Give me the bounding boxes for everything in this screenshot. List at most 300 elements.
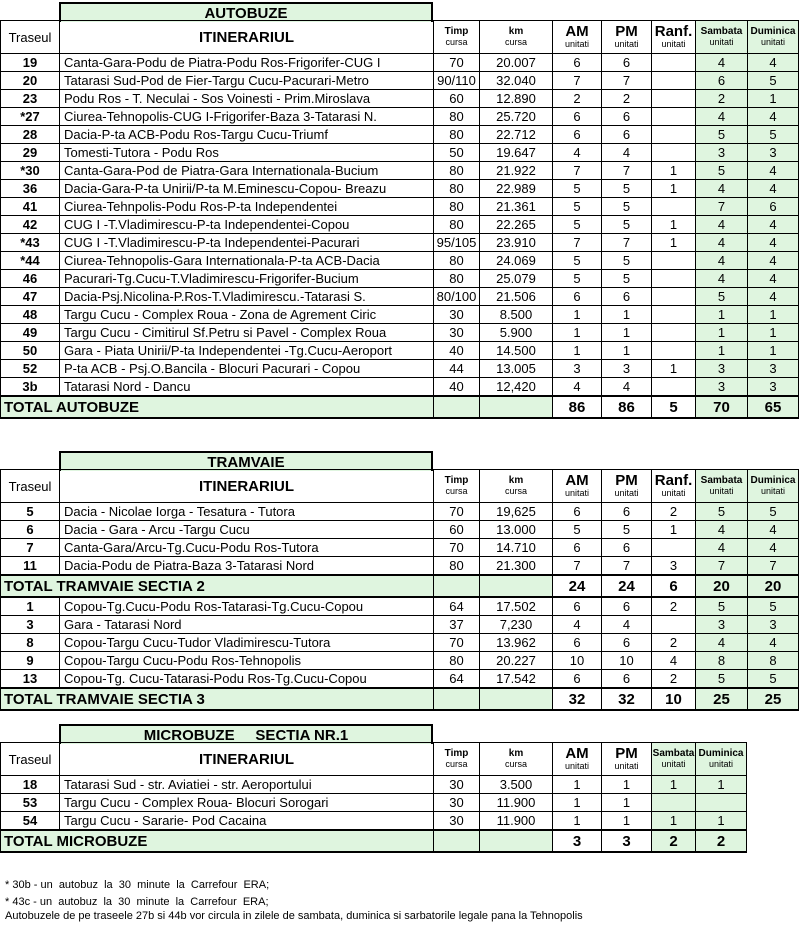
sunday-units: 4 bbox=[748, 252, 799, 270]
table-row bbox=[1, 539, 799, 557]
itinerary: Canta-Gara/Arcu-Tg.Cucu-Podu Ros-Tutora bbox=[60, 539, 434, 557]
km: 25.720 bbox=[480, 108, 553, 126]
total-sambata: 2 bbox=[652, 830, 696, 852]
sunday-units: 5 bbox=[748, 597, 799, 616]
km: 22.712 bbox=[480, 126, 553, 144]
header-timp-text: cursa bbox=[445, 486, 468, 496]
table-row bbox=[1, 54, 799, 72]
saturday-units: 4 bbox=[696, 54, 748, 72]
header-sambata bbox=[696, 470, 748, 503]
km: 21.922 bbox=[480, 162, 553, 180]
route-number: 3 bbox=[1, 616, 60, 634]
pm-units: 1 bbox=[602, 342, 652, 360]
header-duminica-text: unitati bbox=[708, 759, 734, 769]
route-number: 50 bbox=[1, 342, 60, 360]
km: 7,230 bbox=[480, 616, 553, 634]
sunday-units: 4 bbox=[748, 216, 799, 234]
saturday-units: 4 bbox=[696, 539, 748, 557]
itinerary: Ciurea-Tehnpolis-Podu Ros-P-ta Independentei bbox=[60, 198, 434, 216]
km: 13.000 bbox=[480, 521, 553, 539]
route-number: 29 bbox=[1, 144, 60, 162]
microbuze-table bbox=[0, 742, 747, 853]
trip-time: 90/110 bbox=[434, 72, 480, 90]
route-number: 18 bbox=[1, 776, 60, 794]
am-units: 5 bbox=[553, 198, 602, 216]
trip-time: 80 bbox=[434, 270, 480, 288]
table-row bbox=[1, 306, 799, 324]
sunday-units: 1 bbox=[748, 342, 799, 360]
am-units: 10 bbox=[553, 652, 602, 670]
route-number: 11 bbox=[1, 557, 60, 576]
header-am-text: AM bbox=[565, 23, 589, 40]
header-sambata-text: Sambata bbox=[700, 26, 743, 37]
am-units: 6 bbox=[553, 126, 602, 144]
am-units: 4 bbox=[553, 144, 602, 162]
note-weekend: Autobuzele de pe traseele 27b si 44b vor circula in zilele de sambata, duminica si sarbatorile legale pana la Tehnopolis bbox=[5, 910, 583, 922]
route-number: 1 bbox=[1, 597, 60, 616]
itinerary: Targu Cucu - Complex Roua - Zona de Agrement Ciric bbox=[60, 306, 434, 324]
am-units: 4 bbox=[553, 616, 602, 634]
saturday-units: 5 bbox=[696, 126, 748, 144]
trip-time: 70 bbox=[434, 634, 480, 652]
pm-units: 5 bbox=[602, 270, 652, 288]
sunday-units: 4 bbox=[748, 180, 799, 198]
header-ranf bbox=[652, 470, 696, 503]
table-row bbox=[1, 270, 799, 288]
km: 13.005 bbox=[480, 360, 553, 378]
itinerary: CUG I -T.Vladimirescu-P-ta Independentei-Pacurari bbox=[60, 234, 434, 252]
itinerary: Dacia-Psj.Nicolina-P.Ros-T.Vladimirescu.-Tatarasi S. bbox=[60, 288, 434, 306]
header-ranf-text: Ranf. bbox=[654, 472, 693, 489]
header-traseul: Traseul bbox=[1, 470, 60, 503]
header-pm-text: PM bbox=[615, 745, 638, 762]
saturday-units: 1 bbox=[652, 776, 696, 794]
am-units: 4 bbox=[553, 378, 602, 397]
ranf-units: 1 bbox=[652, 234, 696, 252]
route-number: 3b bbox=[1, 378, 60, 397]
saturday-units: 6 bbox=[696, 72, 748, 90]
header-duminica bbox=[696, 743, 747, 776]
total-duminica: 65 bbox=[748, 396, 799, 418]
total-duminica: 25 bbox=[748, 688, 799, 710]
saturday-units: 4 bbox=[696, 521, 748, 539]
itinerary: Dacia-P-ta ACB-Podu Ros-Targu Cucu-Triumf bbox=[60, 126, 434, 144]
total-blank bbox=[480, 688, 553, 710]
ranf-units bbox=[652, 342, 696, 360]
am-units: 5 bbox=[553, 180, 602, 198]
trip-time: 60 bbox=[434, 90, 480, 108]
header-km-text: cursa bbox=[504, 759, 527, 769]
route-number: 54 bbox=[1, 812, 60, 831]
route-number: 46 bbox=[1, 270, 60, 288]
trip-time: 30 bbox=[434, 324, 480, 342]
km: 19.647 bbox=[480, 144, 553, 162]
table-row bbox=[1, 521, 799, 539]
route-number: 8 bbox=[1, 634, 60, 652]
route-number: *30 bbox=[1, 162, 60, 180]
header-km-text: km bbox=[508, 475, 524, 486]
autobuze-table bbox=[0, 20, 799, 419]
table-row bbox=[1, 198, 799, 216]
trip-time: 70 bbox=[434, 54, 480, 72]
sunday-units bbox=[696, 794, 747, 812]
km: 21.300 bbox=[480, 557, 553, 576]
am-units: 2 bbox=[553, 90, 602, 108]
itinerary: Dacia-Gara-P-ta Unirii/P-ta M.Eminescu-Copou- Breazu bbox=[60, 180, 434, 198]
km: 23.910 bbox=[480, 234, 553, 252]
am-units: 6 bbox=[553, 539, 602, 557]
trip-time: 37 bbox=[434, 616, 480, 634]
km: 17.542 bbox=[480, 670, 553, 689]
km: 14.500 bbox=[480, 342, 553, 360]
header-timp bbox=[434, 470, 480, 503]
header-am-text: unitati bbox=[564, 761, 590, 771]
total-label: TOTAL AUTOBUZE bbox=[1, 396, 434, 418]
header-pm-text: unitati bbox=[614, 488, 639, 498]
route-number: 41 bbox=[1, 198, 60, 216]
total-pm: 32 bbox=[602, 688, 652, 710]
table-row bbox=[1, 378, 799, 397]
header-km bbox=[480, 743, 553, 776]
header-pm-text: unitati bbox=[614, 761, 639, 771]
pm-units: 5 bbox=[602, 521, 652, 539]
am-units: 1 bbox=[553, 794, 602, 812]
pm-units: 6 bbox=[602, 670, 652, 689]
trip-time: 30 bbox=[434, 776, 480, 794]
table-row bbox=[1, 812, 747, 831]
km: 3.500 bbox=[480, 776, 553, 794]
header-itinerariul bbox=[60, 470, 434, 503]
trip-time: 64 bbox=[434, 670, 480, 689]
route-number: 53 bbox=[1, 794, 60, 812]
header-ranf-text: unitati bbox=[661, 488, 686, 498]
am-units: 3 bbox=[553, 360, 602, 378]
ranf-units: 2 bbox=[652, 670, 696, 689]
ranf-units: 3 bbox=[652, 557, 696, 576]
ranf-units bbox=[652, 72, 696, 90]
itinerary: Targu Cucu - Cimitirul Sf.Petru si Pavel - Complex Roua bbox=[60, 324, 434, 342]
header-ranf bbox=[652, 21, 696, 54]
km: 11.900 bbox=[480, 794, 553, 812]
itinerary: Targu Cucu - Sararie- Pod Cacaina bbox=[60, 812, 434, 831]
header-itinerariul-text: ITINERARIUL bbox=[199, 28, 294, 46]
pm-units: 1 bbox=[602, 812, 652, 831]
table-row bbox=[1, 108, 799, 126]
ranf-units: 4 bbox=[652, 652, 696, 670]
microbuze-title: MICROBUZE SECTIA NR.1 bbox=[59, 724, 433, 744]
itinerary: Gara - Tatarasi Nord bbox=[60, 616, 434, 634]
saturday-units: 4 bbox=[696, 634, 748, 652]
am-units: 7 bbox=[553, 234, 602, 252]
trip-time: 80 bbox=[434, 108, 480, 126]
header-am-text: AM bbox=[565, 472, 589, 489]
total-sambata: 20 bbox=[696, 575, 748, 597]
pm-units: 6 bbox=[602, 539, 652, 557]
header-timp bbox=[434, 743, 480, 776]
itinerary: Dacia - Gara - Arcu -Targu Cucu bbox=[60, 521, 434, 539]
total-am: 24 bbox=[553, 575, 602, 597]
sunday-units: 3 bbox=[748, 378, 799, 397]
km: 5.900 bbox=[480, 324, 553, 342]
pm-units: 6 bbox=[602, 634, 652, 652]
trip-time: 80 bbox=[434, 162, 480, 180]
pm-units: 6 bbox=[602, 54, 652, 72]
pm-units: 1 bbox=[602, 794, 652, 812]
trip-time: 95/105 bbox=[434, 234, 480, 252]
header-sambata-text: Sambata bbox=[652, 748, 695, 759]
route-number: *27 bbox=[1, 108, 60, 126]
table-row bbox=[1, 144, 799, 162]
saturday-units: 4 bbox=[696, 108, 748, 126]
table-row bbox=[1, 234, 799, 252]
am-units: 6 bbox=[553, 670, 602, 689]
pm-units: 1 bbox=[602, 776, 652, 794]
itinerary: Tatarasi Nord - Dancu bbox=[60, 378, 434, 397]
ranf-units: 2 bbox=[652, 597, 696, 616]
table-row bbox=[1, 90, 799, 108]
header-sambata bbox=[696, 21, 748, 54]
ranf-units bbox=[652, 198, 696, 216]
trip-time: 80 bbox=[434, 198, 480, 216]
sunday-units: 4 bbox=[748, 54, 799, 72]
route-number: 20 bbox=[1, 72, 60, 90]
trip-time: 30 bbox=[434, 812, 480, 831]
route-number: 28 bbox=[1, 126, 60, 144]
header-sambata-text: unitati bbox=[709, 37, 734, 47]
trip-time: 70 bbox=[434, 503, 480, 521]
total-label: TOTAL TRAMVAIE SECTIA 3 bbox=[1, 688, 434, 710]
total-row bbox=[1, 575, 799, 597]
sunday-units: 6 bbox=[748, 198, 799, 216]
header-sambata-text: unitati bbox=[709, 486, 734, 496]
total-pm: 3 bbox=[602, 830, 652, 852]
trip-time: 50 bbox=[434, 144, 480, 162]
itinerary: Canta-Gara-Pod de Piatra-Gara Internationala-Bucium bbox=[60, 162, 434, 180]
ranf-units bbox=[652, 324, 696, 342]
header-sambata-text: Sambata bbox=[700, 475, 743, 486]
total-pm: 86 bbox=[602, 396, 652, 418]
saturday-units: 1 bbox=[652, 812, 696, 831]
sunday-units: 4 bbox=[748, 270, 799, 288]
ranf-units bbox=[652, 306, 696, 324]
sunday-units: 4 bbox=[748, 521, 799, 539]
km: 22.989 bbox=[480, 180, 553, 198]
pm-units: 7 bbox=[602, 234, 652, 252]
itinerary: CUG I -T.Vladimirescu-P-ta Independentei-Copou bbox=[60, 216, 434, 234]
pm-units: 6 bbox=[602, 126, 652, 144]
header-timp-text: Timp bbox=[444, 26, 469, 37]
header-am bbox=[553, 743, 602, 776]
pm-units: 7 bbox=[602, 162, 652, 180]
header-timp-text: Timp bbox=[444, 475, 469, 486]
header-km-text: km bbox=[508, 748, 524, 759]
header-am-text: unitati bbox=[564, 39, 590, 49]
am-units: 5 bbox=[553, 216, 602, 234]
am-units: 6 bbox=[553, 503, 602, 521]
sunday-units: 5 bbox=[748, 503, 799, 521]
header-row bbox=[1, 470, 799, 503]
header-timp-text: cursa bbox=[445, 759, 468, 769]
header-itinerariul bbox=[60, 21, 434, 54]
table-row bbox=[1, 288, 799, 306]
total-row bbox=[1, 396, 799, 418]
am-units: 6 bbox=[553, 54, 602, 72]
itinerary: Tomesti-Tutora - Podu Ros bbox=[60, 144, 434, 162]
table-row bbox=[1, 72, 799, 90]
total-sambata: 25 bbox=[696, 688, 748, 710]
total-blank bbox=[480, 396, 553, 418]
header-pm bbox=[602, 743, 652, 776]
trip-time: 30 bbox=[434, 306, 480, 324]
itinerary: Copou-Tg. Cucu-Tatarasi-Podu Ros-Tg.Cucu-Copou bbox=[60, 670, 434, 689]
saturday-units: 3 bbox=[696, 144, 748, 162]
am-units: 7 bbox=[553, 557, 602, 576]
trip-time: 80 bbox=[434, 652, 480, 670]
header-ranf-text: unitati bbox=[661, 39, 686, 49]
note-43c: * 43c - un autobuz la 30 minute la Carrefour ERA; bbox=[5, 896, 269, 908]
route-number: 52 bbox=[1, 360, 60, 378]
header-km bbox=[480, 470, 553, 503]
saturday-units: 5 bbox=[696, 162, 748, 180]
table-row bbox=[1, 557, 799, 576]
km: 8.500 bbox=[480, 306, 553, 324]
ranf-units: 1 bbox=[652, 180, 696, 198]
itinerary: Dacia - Nicolae Iorga - Tesatura - Tutora bbox=[60, 503, 434, 521]
total-label: TOTAL TRAMVAIE SECTIA 2 bbox=[1, 575, 434, 597]
ranf-units bbox=[652, 270, 696, 288]
ranf-units bbox=[652, 252, 696, 270]
pm-units: 6 bbox=[602, 288, 652, 306]
trip-time: 80 bbox=[434, 557, 480, 576]
route-number: 19 bbox=[1, 54, 60, 72]
sunday-units: 4 bbox=[748, 288, 799, 306]
sunday-units: 1 bbox=[748, 324, 799, 342]
total-blank bbox=[434, 575, 480, 597]
total-blank bbox=[480, 830, 553, 852]
header-duminica-text: Duminica bbox=[750, 26, 796, 37]
table-row bbox=[1, 360, 799, 378]
itinerary: Canta-Gara-Podu de Piatra-Podu Ros-Frigorifer-CUG I bbox=[60, 54, 434, 72]
sunday-units: 8 bbox=[748, 652, 799, 670]
sunday-units: 1 bbox=[696, 812, 747, 831]
saturday-units: 1 bbox=[696, 306, 748, 324]
header-itinerariul-text: ITINERARIUL bbox=[199, 750, 294, 768]
trip-time: 80 bbox=[434, 216, 480, 234]
route-number: 9 bbox=[1, 652, 60, 670]
table-row bbox=[1, 634, 799, 652]
km: 14.710 bbox=[480, 539, 553, 557]
saturday-units: 4 bbox=[696, 234, 748, 252]
header-itinerariul-text: ITINERARIUL bbox=[199, 477, 294, 495]
table-row bbox=[1, 162, 799, 180]
table-row bbox=[1, 794, 747, 812]
itinerary: Copou-Targu Cucu-Podu Ros-Tehnopolis bbox=[60, 652, 434, 670]
km: 24.069 bbox=[480, 252, 553, 270]
trip-time: 80 bbox=[434, 126, 480, 144]
header-timp-text: Timp bbox=[444, 748, 469, 759]
km: 11.900 bbox=[480, 812, 553, 831]
ranf-units: 1 bbox=[652, 360, 696, 378]
trip-time: 60 bbox=[434, 521, 480, 539]
am-units: 5 bbox=[553, 521, 602, 539]
itinerary: Copou-Tg.Cucu-Podu Ros-Tatarasi-Tg.Cucu-Copou bbox=[60, 597, 434, 616]
ranf-units bbox=[652, 378, 696, 397]
itinerary: Tatarasi Sud - str. Aviatiei - str. Aeroportului bbox=[60, 776, 434, 794]
total-sambata: 70 bbox=[696, 396, 748, 418]
route-number: *44 bbox=[1, 252, 60, 270]
sunday-units: 3 bbox=[748, 360, 799, 378]
sunday-units: 5 bbox=[748, 126, 799, 144]
pm-units: 5 bbox=[602, 252, 652, 270]
trip-time: 70 bbox=[434, 539, 480, 557]
ranf-units: 2 bbox=[652, 503, 696, 521]
footnotes bbox=[5, 878, 583, 923]
am-units: 1 bbox=[553, 306, 602, 324]
header-duminica-text: unitati bbox=[760, 37, 786, 47]
total-pm: 24 bbox=[602, 575, 652, 597]
tramvaie-table bbox=[0, 469, 799, 711]
table-row bbox=[1, 126, 799, 144]
header-row bbox=[1, 743, 747, 776]
header-pm-text: PM bbox=[615, 472, 638, 489]
trip-time: 40 bbox=[434, 342, 480, 360]
sunday-units: 5 bbox=[748, 72, 799, 90]
pm-units: 1 bbox=[602, 324, 652, 342]
table-row bbox=[1, 342, 799, 360]
km: 12.890 bbox=[480, 90, 553, 108]
note-30b: * 30b - un autobuz la 30 minute la Carrefour ERA; bbox=[5, 879, 270, 891]
total-am: 3 bbox=[553, 830, 602, 852]
route-number: 13 bbox=[1, 670, 60, 689]
sunday-units: 3 bbox=[748, 616, 799, 634]
am-units: 1 bbox=[553, 812, 602, 831]
pm-units: 2 bbox=[602, 90, 652, 108]
header-itinerariul bbox=[60, 743, 434, 776]
header-km bbox=[480, 21, 553, 54]
pm-units: 6 bbox=[602, 108, 652, 126]
header-row bbox=[1, 21, 799, 54]
table-row bbox=[1, 324, 799, 342]
saturday-units: 8 bbox=[696, 652, 748, 670]
table-row bbox=[1, 616, 799, 634]
total-row bbox=[1, 830, 747, 852]
saturday-units: 3 bbox=[696, 360, 748, 378]
itinerary: Pacurari-Tg.Cucu-T.Vladimirescu-Frigorifer-Bucium bbox=[60, 270, 434, 288]
sunday-units: 4 bbox=[748, 539, 799, 557]
total-duminica: 20 bbox=[748, 575, 799, 597]
header-sambata bbox=[652, 743, 696, 776]
table-row bbox=[1, 670, 799, 689]
km: 21.361 bbox=[480, 198, 553, 216]
saturday-units: 1 bbox=[696, 342, 748, 360]
pm-units: 1 bbox=[602, 306, 652, 324]
saturday-units: 1 bbox=[696, 324, 748, 342]
header-pm bbox=[602, 21, 652, 54]
itinerary: Tatarasi Sud-Pod de Fier-Targu Cucu-Pacurari-Metro bbox=[60, 72, 434, 90]
saturday-units: 4 bbox=[696, 252, 748, 270]
am-units: 7 bbox=[553, 162, 602, 180]
header-sambata-text: unitati bbox=[661, 759, 686, 769]
total-am: 86 bbox=[553, 396, 602, 418]
sunday-units: 4 bbox=[748, 162, 799, 180]
header-am-text: AM bbox=[565, 745, 589, 762]
am-units: 1 bbox=[553, 324, 602, 342]
trip-time: 44 bbox=[434, 360, 480, 378]
header-pm-text: unitati bbox=[614, 39, 639, 49]
saturday-units: 4 bbox=[696, 270, 748, 288]
route-number: 23 bbox=[1, 90, 60, 108]
header-duminica-text: unitati bbox=[760, 486, 786, 496]
